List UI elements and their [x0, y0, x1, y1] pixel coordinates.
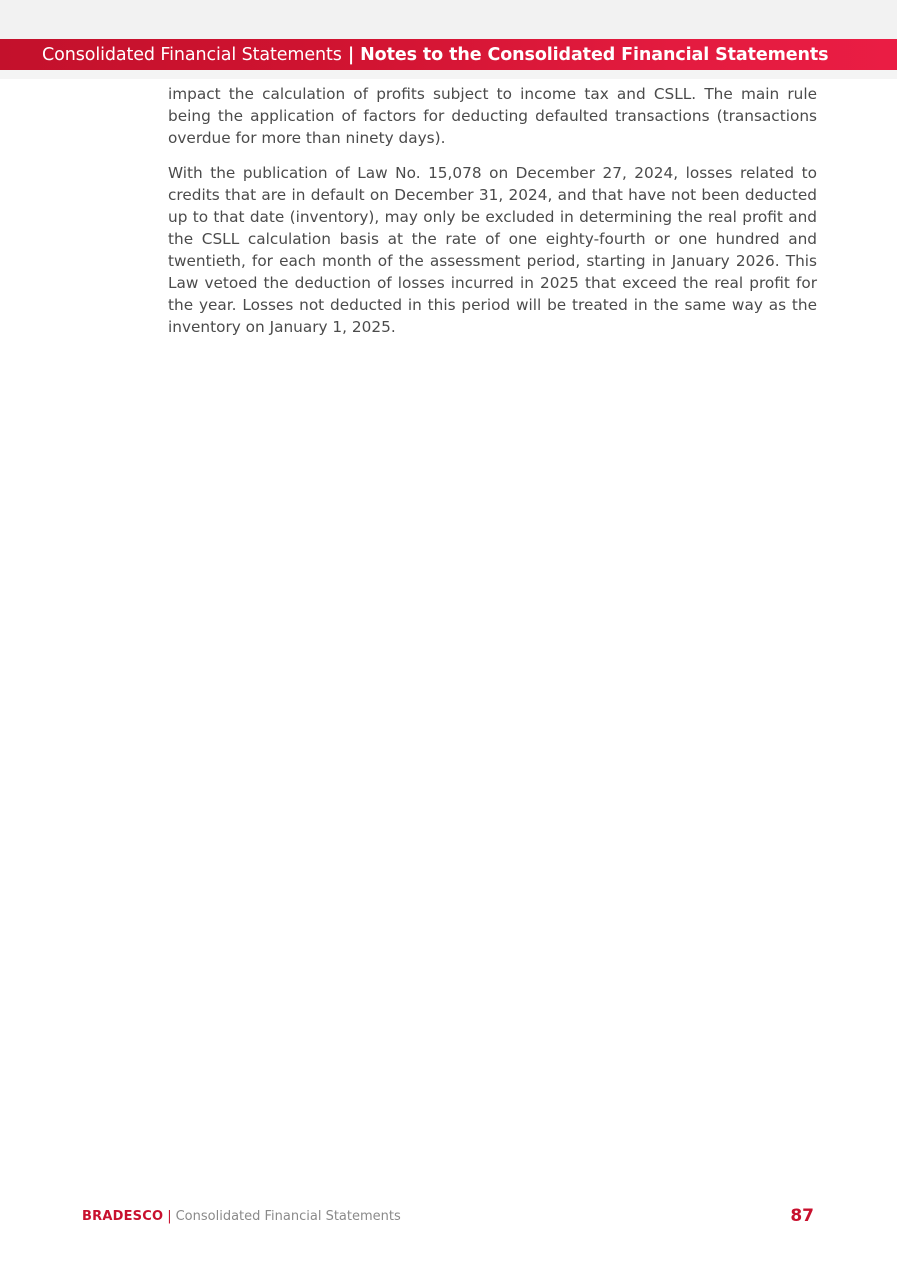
header-shadow-strip — [0, 70, 897, 79]
page-footer — [82, 1209, 401, 1224]
footer-document-title: Consolidated Financial Statements — [175, 1209, 401, 1224]
footer-brand: BRADESCO — [82, 1209, 164, 1224]
header-separator: | — [347, 44, 355, 65]
footer-separator: | — [167, 1209, 172, 1224]
top-margin — [0, 0, 897, 39]
header-section-title: Consolidated Financial Statements — [42, 44, 342, 65]
header-subsection-title: Notes to the Consolidated Financial Statements — [360, 44, 829, 65]
paragraph: impact the calculation of profits subject to income tax and CSLL. The main rule being the application of factors for deducting defaulted transactions (transactions overdue for more than ninety days). — [168, 85, 817, 147]
page-number: 87 — [790, 1206, 814, 1226]
paragraph: With the publication of Law No. 15,078 on December 27, 2024, losses related to credits that are in default on December 31, 2024, and that have not been deducted up to that date (inventory), may only be excluded in determining the real profit and the CSLL calculation basis at the rate of one eighty-fourth or one hundred and twentieth, for each month of the assessment period, starting in January 2026. This Law vetoed the deduction of losses incurred in 2025 that exceed the real profit for the year. Losses not deducted in this period will be treated in the same way as the inventory on January 1, 2025. — [168, 164, 817, 336]
page-header — [0, 39, 897, 70]
body-text — [168, 83, 817, 351]
